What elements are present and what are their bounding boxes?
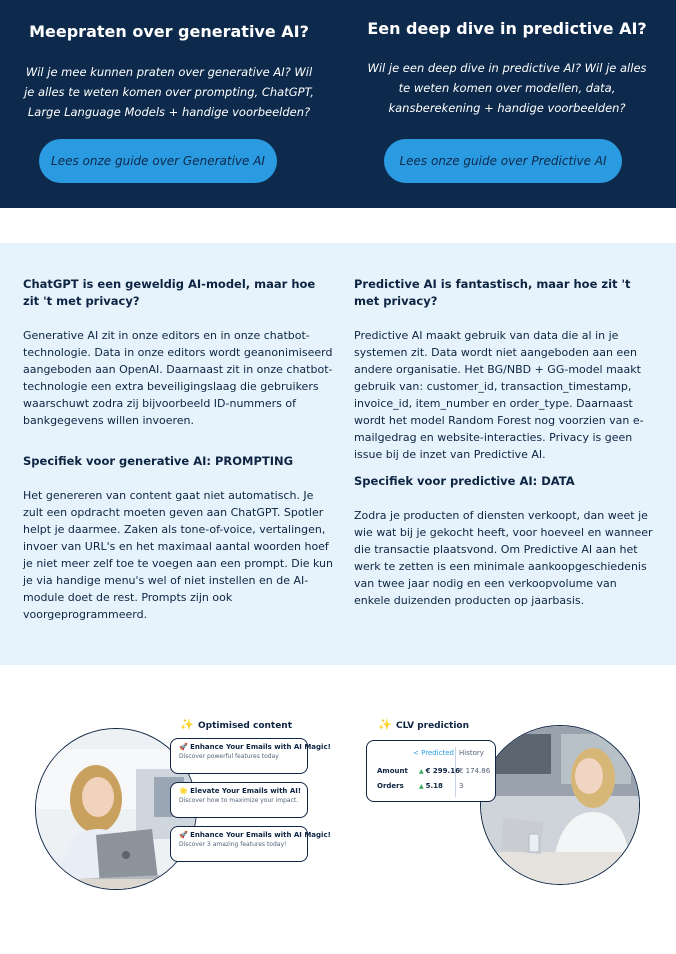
hero-generative-column bbox=[0, 0, 338, 208]
predictive-privacy-heading: Predictive AI is fantastisch, maar hoe zit 't met privacy? bbox=[354, 277, 631, 308]
email-suggestion-title: 🚀 Enhance Your Emails with AI Magic! bbox=[179, 743, 331, 751]
email-suggestion-desc: Discover how to maximize your impact. bbox=[179, 797, 299, 804]
email-suggestion-card[interactable] bbox=[170, 738, 331, 774]
generative-privacy-body: Generative AI zit in onze editors en in onze chatbot-technologie. Data in onze editors wordt geanonimiseerd aangeboden aan OpenAI. Daarnaast zit in onze chatbot-technologie een extra beveiligingslaag die gebruikers waarschuwt zodra zij bijvoorbeeld ID-nummers of bankgegevens willen invoeren. bbox=[23, 329, 333, 427]
orders-history-value: 3 bbox=[459, 782, 464, 790]
predicted-column-header: < Predicted bbox=[413, 749, 454, 757]
amount-predicted-value: ▲ € 299.16 bbox=[419, 767, 460, 775]
clv-prediction-label bbox=[378, 718, 469, 731]
hero-predictive-title: Een deep dive in predictive AI? bbox=[367, 19, 647, 38]
predictive-privacy-column bbox=[354, 276, 654, 609]
generative-prompting-body: Het genereren van content gaat niet automatisch. Je zult een opdracht moeten geven aan ChatGPT. Spotler helpt je daarmee. Zaken als tone-of-voice, vertalingen, invoer van URL's en het maximaal aantal woorden hoef je niet meer zelf toe te voegen aan een prompt. Die kun je via handige menu's wel of niet instellen en de AI-module doet de rest. Prompts zijn ook voorgeprogrammeerd. bbox=[23, 489, 333, 621]
trend-up-icon: ▲ bbox=[419, 783, 424, 790]
clv-prediction-text: CLV prediction bbox=[396, 721, 470, 731]
privacy-info-panel bbox=[0, 243, 676, 665]
optimised-content-label bbox=[180, 718, 292, 731]
predictive-guide-button[interactable]: Lees onze guide over Predictive AI bbox=[384, 139, 622, 183]
amount-row-label: Amount bbox=[377, 767, 408, 775]
generative-privacy-heading: ChatGPT is een geweldig AI-model, maar hoe zit 't met privacy? bbox=[23, 277, 316, 308]
generative-guide-button[interactable]: Lees onze guide over Generative AI bbox=[39, 139, 277, 183]
sparkle-icon: ✨ bbox=[180, 718, 194, 731]
amount-history-value: € 174.86 bbox=[459, 767, 491, 775]
clv-prediction-card bbox=[366, 740, 496, 802]
hero-banner bbox=[0, 0, 676, 208]
orders-row-label: Orders bbox=[377, 782, 404, 790]
email-suggestion-title: 🚀 Enhance Your Emails with AI Magic! bbox=[179, 831, 331, 839]
email-suggestion-desc: Discover 3 amazing features today! bbox=[179, 841, 287, 848]
history-column-header: History bbox=[459, 749, 484, 757]
predictive-privacy-body: Predictive AI maakt gebruik van data die al in je systemen zit. Data wordt niet aangeboden aan een andere organisatie. Het BG/NBD + GG-model maakt gebruik van: customer_id, transaction_timestamp, invoice_id, item_number en order_type. Daarnaast wordt het model Random Forest nog voorzien van e-mailgedrag en website-interacties. Privacy is geen issue bij de inzet van Predictive AI. bbox=[354, 329, 644, 461]
generative-privacy-column bbox=[23, 276, 335, 623]
email-suggestion-desc: Discover powerful features today bbox=[179, 753, 279, 760]
orders-predicted-value: ▲ 5.18 bbox=[419, 782, 443, 790]
email-suggestion-card[interactable] bbox=[170, 826, 331, 862]
hero-generative-title: Meepraten over generative AI? bbox=[29, 22, 309, 41]
optimised-content-text: Optimised content bbox=[198, 721, 293, 731]
email-suggestion-card[interactable] bbox=[170, 782, 308, 818]
hero-predictive-text: Wil je een deep dive in predictive AI? Wil je alles te weten komen over modellen, data, kansberekening + handige voorbeelden? bbox=[367, 61, 647, 115]
trend-up-icon: ▲ bbox=[419, 768, 424, 775]
hero-predictive-column bbox=[338, 0, 676, 208]
email-suggestion-title: 🌟 Elevate Your Emails with AI! bbox=[179, 787, 302, 795]
predictive-data-body: Zodra je producten of diensten verkoopt, dan weet je wie wat bij je gekocht heeft, voor hoeveel en wanneer die transactie plaatsvond. Om Predictive AI aan het werk te zetten is een minimale aankoopgeschiedenis van twee jaar nodig en een verkoopvolume van enkele duizenden producten op jaarbasis. bbox=[354, 509, 653, 607]
woman-office-photo bbox=[480, 725, 640, 885]
hero-generative-text: Wil je mee kunnen praten over generative AI? Wil je alles te weten komen over prompting, ChatGPT, Large Language Models + handige voorbeelden? bbox=[24, 65, 314, 119]
predictive-data-heading: Specifiek voor predictive AI: DATA bbox=[354, 474, 575, 488]
generative-prompting-heading: Specifiek voor generative AI: PROMPTING bbox=[23, 454, 294, 468]
sparkle-icon: ✨ bbox=[378, 718, 392, 731]
